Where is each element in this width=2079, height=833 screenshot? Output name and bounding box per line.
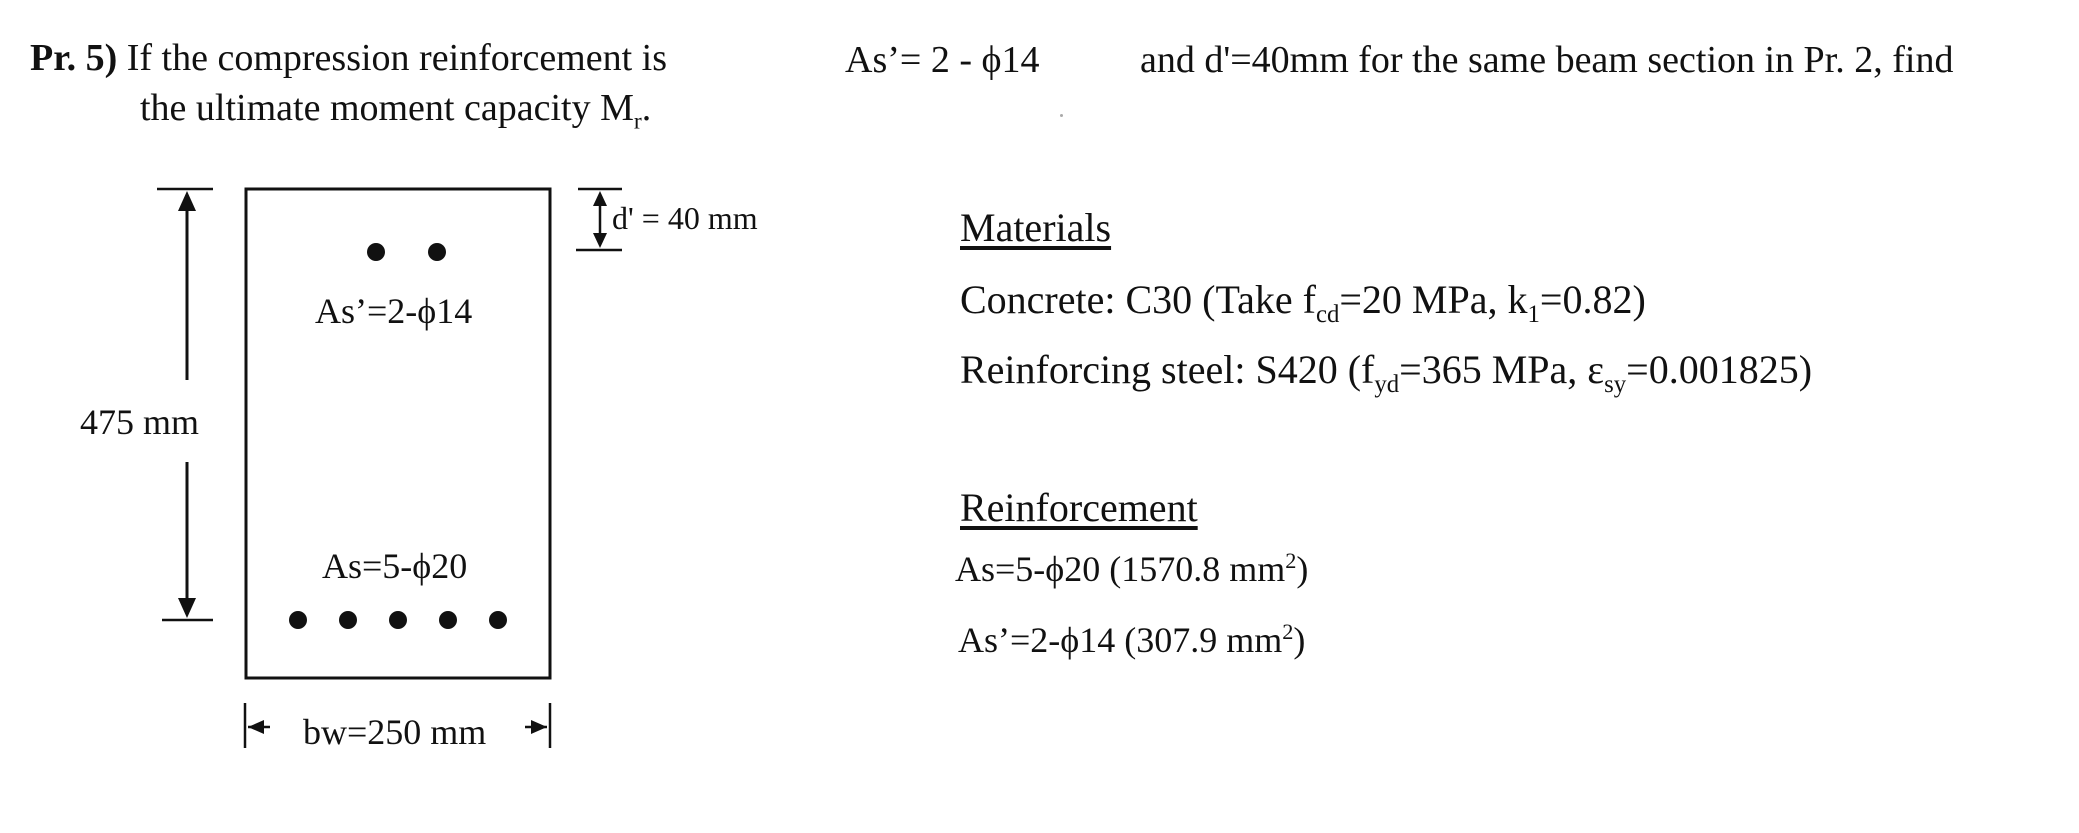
bottom-bars-label: As=5-ϕ20 (322, 546, 468, 586)
bottom-bar-4 (439, 611, 457, 629)
height-arrow-up (178, 191, 196, 211)
top-bar-1 (367, 243, 385, 261)
compression-reinforcement-line: As’=2-ϕ14 (307.9 $mm^2$) (958, 619, 1306, 660)
reinforcement-heading: Reinforcement (960, 485, 1198, 530)
tension-reinforcement-line: As=5-ϕ20 (1570.8 $mm^2$) (955, 548, 1309, 589)
beam-outline (246, 189, 550, 678)
bottom-bar-3 (389, 611, 407, 629)
bottom-bars (289, 611, 507, 629)
problem-text-before: If the compression reinforcement is (126, 37, 668, 79)
problem-text-after: and d'=40mm for the same beam section in Pr. 2, find (1140, 39, 1954, 81)
concrete-line: Concrete: C30 (Take $f_{cd}=20$ MPa, $k_1=0.82$) (960, 277, 1646, 328)
inserted-value: As’= 2 - ϕ14 (845, 39, 1040, 81)
dprime-arrow-down (593, 233, 607, 248)
width-arrow-right (531, 720, 547, 734)
height-label: 475 mm (80, 402, 200, 442)
problem-line-2: the ultimate moment capacity $M_r$. (140, 87, 652, 135)
width-label: bw=250 mm (303, 712, 487, 752)
width-arrow-left (248, 720, 264, 734)
bottom-bar-5 (489, 611, 507, 629)
top-bars-label: As’=2-ϕ14 (315, 291, 473, 331)
dprime-arrow-up (593, 191, 607, 206)
dprime-label: d' = 40 mm (612, 200, 758, 236)
materials-heading: Materials (960, 205, 1112, 250)
bottom-bar-1 (289, 611, 307, 629)
height-arrow-down (178, 598, 196, 618)
bottom-bar-2 (339, 611, 357, 629)
problem-number: Pr. 5) (30, 37, 118, 79)
top-bar-2 (428, 243, 446, 261)
top-bars (367, 243, 446, 261)
steel-line: Reinforcing steel: S420 ($f_{yd}=365$ MPa, $\varepsilon_{sy}=0.001825$) (960, 347, 1813, 398)
